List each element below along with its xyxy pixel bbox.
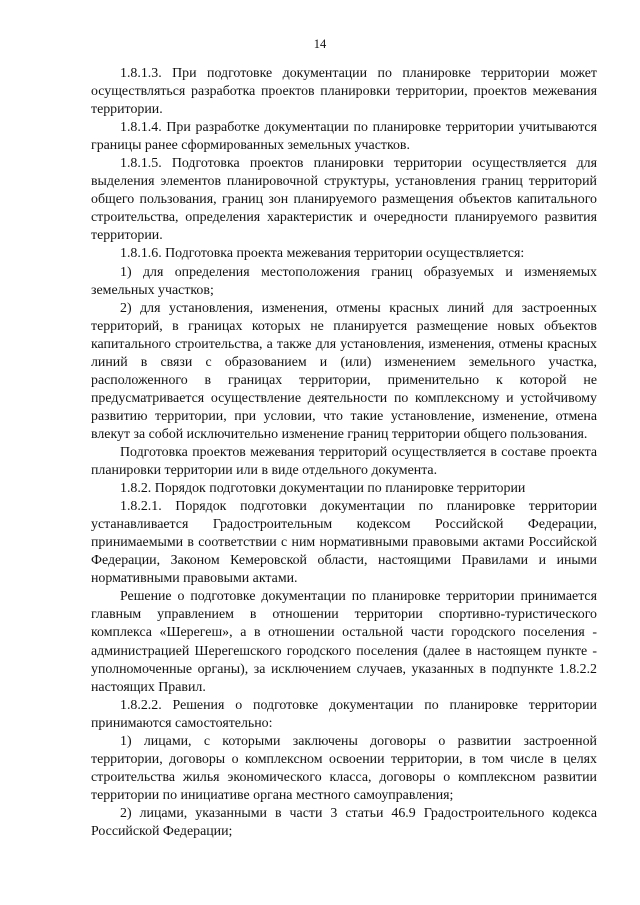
paragraph: 1.8.2.1. Порядок подготовки документации по планировке территории устанавливается Градостроительным кодексом Российской Федерации, принимаемыми в соответствии с ним нормативными правовыми актами Российской Федерации, Законом Кемеровской области, настоящими Правилами и иными нормативными правовыми актами.	[91, 499, 597, 587]
list-item: 1) для определения местоположения границ образуемых и изменяемых земельных участков;	[91, 264, 597, 298]
body-text	[91, 65, 597, 841]
page-number: 14	[313, 37, 327, 51]
paragraph: 1.8.1.5. Подготовка проектов планировки территории осуществляется для выделения элементов планировочной структуры, установления границ территорий общего пользования, границ зон планируемого размещения объектов капитального строительства, определения характеристик и очередности планируемого развития территории.	[91, 156, 597, 244]
paragraph: 1.8.1.3. При подготовке документации по планировке территории может осуществляться разработка проектов планировки территории, проектов межевания территории.	[91, 66, 597, 118]
list-item: 2) для установления, изменения, отмены красных линий для застроенных территорий, в границах которых не планируется размещение новых объектов капитального строительства, а также для установления, изменения, отмены красных линий в связи с образованием и (или) изменением земельного участка, расположенного в границах территории, применительно к которой не предусматривается осуществление деятельности по комплексному и устойчивому развитию территории, при условии, что такие установление, изменение, отмена влекут за собой исключительно изменение границ территории общего пользования.	[91, 300, 597, 442]
paragraph: Подготовка проектов межевания территорий осуществляется в составе проекта планировки территории или в виде отдельного документа.	[91, 444, 597, 479]
list-item: 2) лицами, указанными в части 3 статьи 46.9 Градостроительного кодекса Российской Федерации;	[91, 805, 597, 839]
paragraph: 1.8.1.4. При разработке документации по планировке территории учитываются границы ранее сформированных земельных участков.	[91, 120, 597, 154]
section-heading: 1.8.2. Порядок подготовки документации по планировке территории	[120, 481, 526, 497]
paragraph: Решение о подготовке документации по планировке территории принимается главным управлением в отношении территории спортивно-туристического комплекса «Шерегеш», а в отношении остальной части городского поселения - администрацией Шерегешского городского поселения (далее в настоящем пункте - уполномоченные органы), за исключением случаев, указанных в подпункте 1.8.2.2 настоящих Правил.	[91, 589, 597, 695]
list-item: 1) лицами, с которыми заключены договоры о развитии застроенной территории, договоры о комплексном освоении территории, в том числе в целях строительства жилья экономического класса, договоры о комплексном развитии территории по инициативе органа местного самоуправления;	[91, 733, 597, 803]
paragraph: 1.8.2.2. Решения о подготовке документации по планировке территории принимаются самостоятельно:	[91, 697, 597, 731]
paragraph: 1.8.1.6. Подготовка проекта межевания территории осуществляется:	[120, 246, 525, 262]
